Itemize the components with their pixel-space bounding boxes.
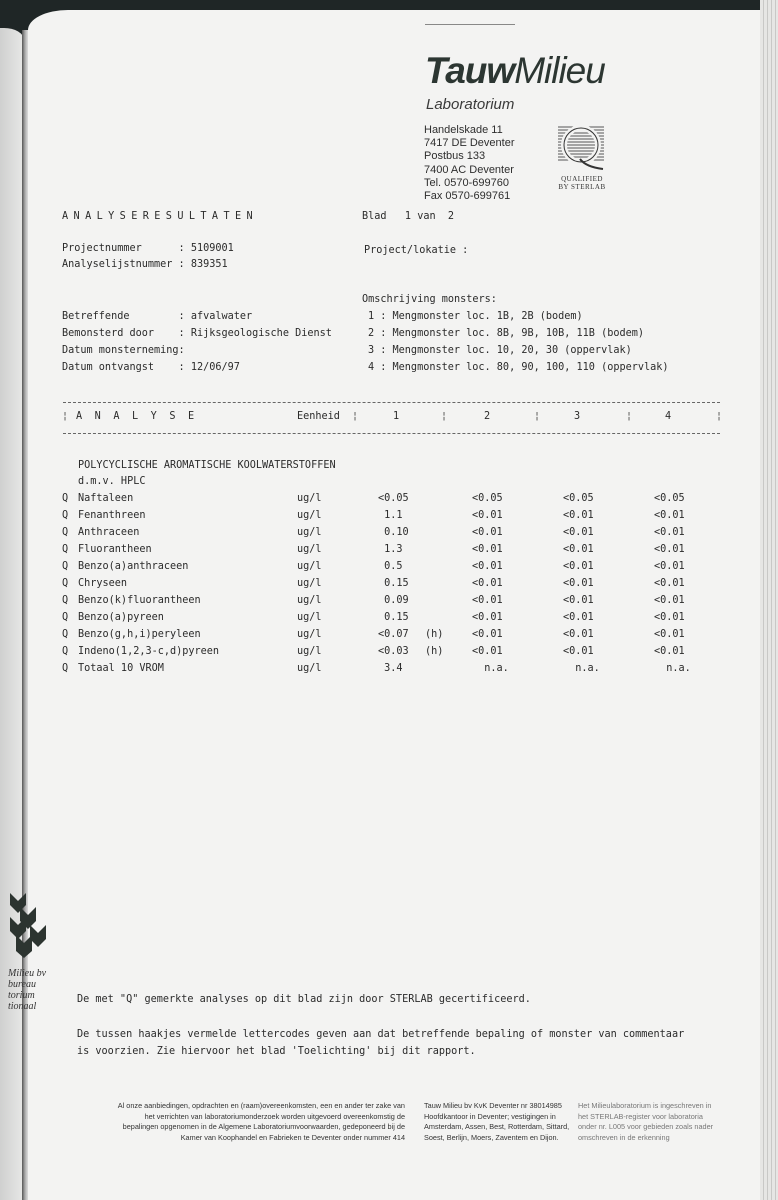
- tauw-side-logo-icon: [10, 893, 46, 958]
- sample-2: 2 : Mengmonster loc. 8B, 9B, 10B, 11B (bodem): [368, 328, 645, 339]
- sterlab-q-marker: Q: [62, 612, 69, 623]
- company-address: Handelskade 11 7417 DE Deventer Postbus 133 7400 AC Deventer Tel. 0570-699760 Fax 0570-699761: [424, 124, 515, 203]
- table-header-rule: [63, 433, 720, 434]
- value-sample-1: <0.03: [378, 646, 409, 657]
- value-sample-4: <0.01: [654, 561, 685, 572]
- sterlab-q-marker: Q: [62, 595, 69, 606]
- unit: ug/l: [297, 493, 322, 504]
- field-datum-monsterneming: Datum monsterneming:: [62, 345, 185, 356]
- compound-name: Benzo(a)anthraceen: [78, 561, 189, 572]
- value-sample-1: 0.09: [378, 595, 409, 606]
- unit: ug/l: [297, 646, 322, 657]
- unit: ug/l: [297, 629, 322, 640]
- value-sample-1: 0.15: [378, 612, 409, 623]
- value-sample-4: <0.01: [654, 646, 685, 657]
- project-location-label: Project/lokatie :: [364, 245, 469, 256]
- value-sample-3: <0.01: [563, 595, 594, 606]
- value-sample-2: <0.01: [472, 595, 503, 606]
- value-sample-3: <0.01: [563, 646, 594, 657]
- value-sample-1: 1.1: [378, 510, 403, 521]
- footer-terms: Al onze aanbiedingen, opdrachten en (raam)overeenkomsten, een en ander ter zake van het verrichten van laboratoriumonderzoek worden uitgevoerd overeenkomstig de bepalingen opgenomen in de Algemene Laboratoriumvoorwaarden, gedeponeerd bij de Kamer van Koophandel en Fabrieken te Deventer onder nummer 414: [117, 1101, 405, 1142]
- table-top-rule: [63, 402, 720, 403]
- value-sample-1: <0.07: [378, 629, 409, 640]
- note-sterlab-certification: De met "Q" gemerkte analyses op dit blad zijn door STERLAB gecertificeerd.: [77, 994, 531, 1005]
- value-sample-4: <0.01: [654, 544, 685, 555]
- value-sample-3: <0.01: [563, 629, 594, 640]
- compound-name: Fenanthreen: [78, 510, 146, 521]
- column-separator: ¦: [626, 411, 633, 422]
- value-sample-2: <0.01: [472, 527, 503, 538]
- value-sample-1: 0.10: [378, 527, 409, 538]
- value-sample-3: <0.01: [563, 561, 594, 572]
- value-sample-3: n.a.: [563, 663, 600, 674]
- value-sample-4: n.a.: [654, 663, 691, 674]
- company-logo: TauwMilieu: [425, 50, 605, 91]
- value-sample-3: <0.01: [563, 578, 594, 589]
- book-gutter: [22, 30, 28, 1200]
- value-sample-1: 3.4: [378, 663, 403, 674]
- side-logo-text: Milieu bv bureau torium tionaal: [8, 968, 47, 1012]
- value-sample-2: <0.01: [472, 578, 503, 589]
- value-sample-3: <0.05: [563, 493, 594, 504]
- value-sample-4: <0.01: [654, 510, 685, 521]
- value-sample-3: <0.01: [563, 527, 594, 538]
- compound-name: Indeno(1,2,3-c,d)pyreen: [78, 646, 220, 657]
- note-toelichting: is voorzien. Zie hiervoor het blad 'Toelichting' bij dit rapport.: [77, 1046, 476, 1057]
- sterlab-q-marker: Q: [62, 544, 69, 555]
- compound-name: Chryseen: [78, 578, 128, 589]
- samples-title: Omschrijving monsters:: [362, 294, 497, 305]
- unit: ug/l: [297, 595, 322, 606]
- compound-name: Benzo(g,h,i)peryleen: [78, 629, 201, 640]
- field-betreffende: Betreffende : afvalwater: [62, 311, 253, 322]
- comment-flag: (h): [425, 629, 444, 640]
- sample-3: 3 : Mengmonster loc. 10, 20, 30 (oppervlak): [368, 345, 632, 356]
- value-sample-2: <0.01: [472, 510, 503, 521]
- compound-name: Benzo(k)fluorantheen: [78, 595, 201, 606]
- compound-name: Fluorantheen: [78, 544, 152, 555]
- sterlab-q-marker: Q: [62, 493, 69, 504]
- report-title: ANALYSERESULTATEN: [62, 211, 259, 222]
- value-sample-4: <0.01: [654, 612, 685, 623]
- value-sample-4: <0.05: [654, 493, 685, 504]
- left-page-edge: [0, 28, 24, 1200]
- page-indicator: Blad 1 van 2: [362, 211, 455, 222]
- group-method: d.m.v. HPLC: [78, 476, 146, 487]
- field-bemonsterd-door: Bemonsterd door : Rijksgeologische Dienst: [62, 328, 332, 339]
- note-lettercodes: De tussen haakjes vermelde lettercodes geven aan dat betreffende bepaling of monster van commentaar: [77, 1029, 685, 1040]
- logo-subtitle: Laboratorium: [426, 96, 515, 113]
- value-sample-4: <0.01: [654, 595, 685, 606]
- unit: ug/l: [297, 612, 322, 623]
- column-separator: ¦: [716, 411, 723, 422]
- value-sample-4: <0.01: [654, 578, 685, 589]
- column-separator: ¦: [534, 411, 541, 422]
- value-sample-3: <0.01: [563, 612, 594, 623]
- value-sample-2: <0.01: [472, 629, 503, 640]
- value-sample-3: <0.01: [563, 510, 594, 521]
- sterlab-q-marker: Q: [62, 646, 69, 657]
- column-header-1: 1: [393, 411, 400, 422]
- value-sample-2: <0.01: [472, 544, 503, 555]
- sterlab-q-marker: Q: [62, 561, 69, 572]
- value-sample-2: <0.01: [472, 561, 503, 572]
- analysis-list-number: Analyselijstnummer : 839351: [62, 259, 228, 270]
- value-sample-1: 0.15: [378, 578, 409, 589]
- group-title: POLYCYCLISCHE AROMATISCHE KOOLWATERSTOFFEN: [78, 460, 336, 471]
- value-sample-2: <0.05: [472, 493, 503, 504]
- compound-name: Totaal 10 VROM: [78, 663, 164, 674]
- column-separator: ¦: [62, 411, 69, 422]
- column-header-3: 3: [574, 411, 581, 422]
- column-header-2: 2: [484, 411, 491, 422]
- field-datum-ontvangst: Datum ontvangst : 12/06/97: [62, 362, 240, 373]
- value-sample-1: 0.5: [378, 561, 403, 572]
- page-stack-edges: [760, 0, 778, 1200]
- sterlab-q-marker: Q: [62, 663, 69, 674]
- value-sample-2: <0.01: [472, 612, 503, 623]
- unit: ug/l: [297, 561, 322, 572]
- unit: ug/l: [297, 510, 322, 521]
- column-header-4: 4: [665, 411, 672, 422]
- value-sample-3: <0.01: [563, 544, 594, 555]
- sterlab-q-marker: Q: [62, 527, 69, 538]
- sterlab-qualified-label: QUALIFIED BY STERLAB: [558, 175, 606, 191]
- column-header-unit: Eenheid: [297, 411, 340, 422]
- column-separator: ¦: [352, 411, 359, 422]
- top-rule: [425, 24, 515, 25]
- value-sample-1: <0.05: [378, 493, 409, 504]
- unit: ug/l: [297, 544, 322, 555]
- value-sample-2: <0.01: [472, 646, 503, 657]
- sample-4: 4 : Mengmonster loc. 80, 90, 100, 110 (oppervlak): [368, 362, 669, 373]
- value-sample-2: n.a.: [472, 663, 509, 674]
- unit: ug/l: [297, 663, 322, 674]
- value-sample-4: <0.01: [654, 527, 685, 538]
- unit: ug/l: [297, 578, 322, 589]
- compound-name: Benzo(a)pyreen: [78, 612, 164, 623]
- comment-flag: (h): [425, 646, 444, 657]
- sample-1: 1 : Mengmonster loc. 1B, 2B (bodem): [368, 311, 583, 322]
- value-sample-4: <0.01: [654, 629, 685, 640]
- compound-name: Anthraceen: [78, 527, 140, 538]
- sterlab-q-marker: Q: [62, 510, 69, 521]
- column-separator: ¦: [441, 411, 448, 422]
- sterlab-q-marker: Q: [62, 578, 69, 589]
- sterlab-q-icon: [556, 125, 606, 173]
- footer-sterlab-registration: Het Milieulaboratorium is ingeschreven in het STERLAB-register voor laboratoria onder nr. L005 voor gebieden zoals nader omschreven in de erkenning: [578, 1101, 714, 1142]
- column-header-analyse: A N A L Y S E: [76, 411, 198, 422]
- compound-name: Naftaleen: [78, 493, 134, 504]
- sterlab-q-marker: Q: [62, 629, 69, 640]
- value-sample-1: 1.3: [378, 544, 403, 555]
- project-number: Projectnummer : 5109001: [62, 243, 234, 254]
- footer-company-info: Tauw Milieu bv KvK Deventer nr 38014985 Hoofdkantoor in Deventer; vestigingen in Amsterdam, Assen, Best, Rotterdam, Sittard, Soest, Berlijn, Moers, Zaventem en Dijon.: [424, 1101, 570, 1142]
- unit: ug/l: [297, 527, 322, 538]
